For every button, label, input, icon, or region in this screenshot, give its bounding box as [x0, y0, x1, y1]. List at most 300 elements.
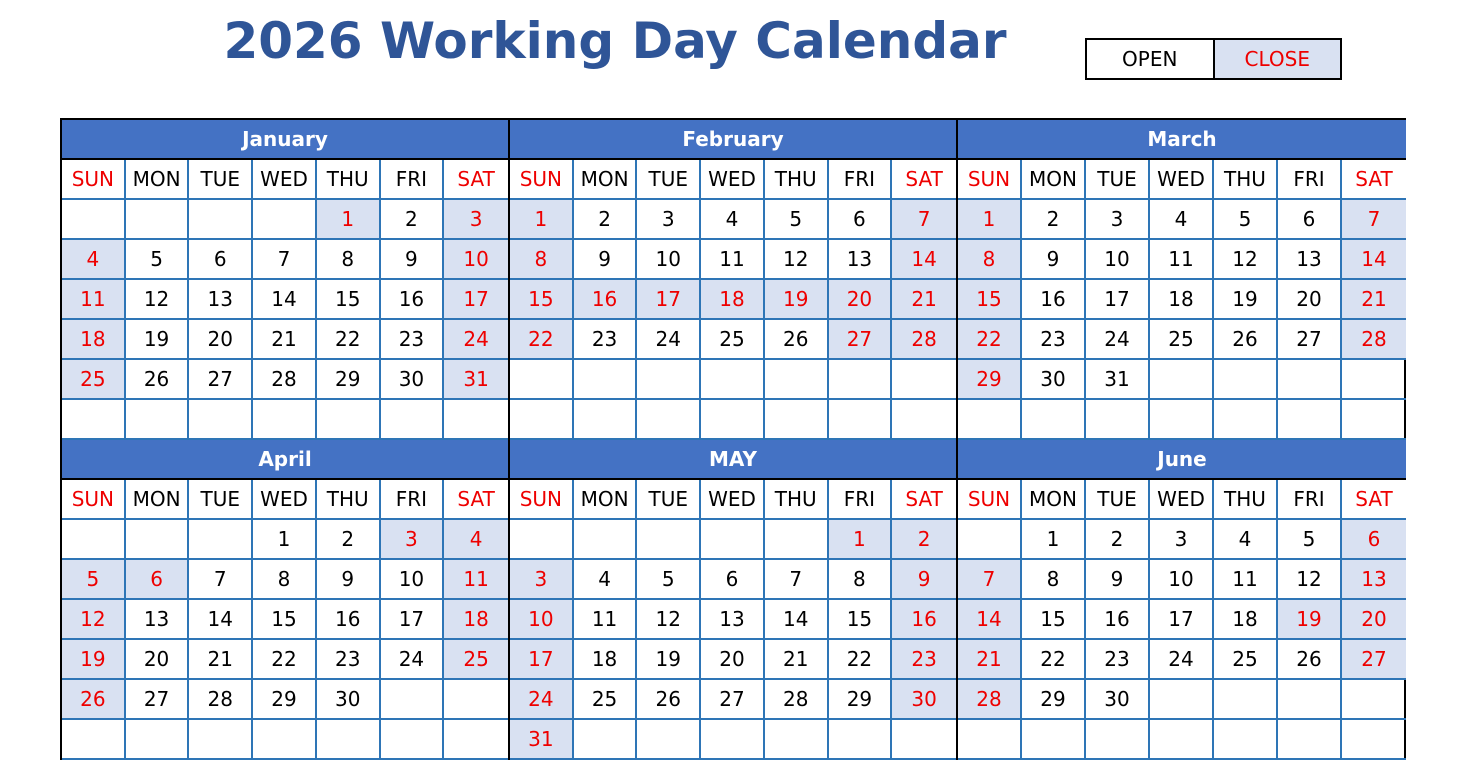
working-day-cell[interactable]: 21 — [765, 640, 829, 680]
closed-day-cell[interactable]: 20 — [829, 280, 893, 320]
working-day-cell[interactable]: 16 — [1022, 280, 1086, 320]
working-day-cell[interactable]: 20 — [1278, 280, 1342, 320]
working-day-cell[interactable]: 24 — [381, 640, 445, 680]
empty-cell — [1342, 680, 1406, 720]
working-day-cell[interactable]: 2 — [1022, 200, 1086, 240]
week-row — [510, 600, 956, 640]
empty-cell — [62, 400, 126, 440]
working-day-cell[interactable]: 17 — [381, 600, 445, 640]
working-day-cell[interactable]: 17 — [1150, 600, 1214, 640]
working-day-cell[interactable]: 16 — [381, 280, 445, 320]
working-day-cell[interactable]: 26 — [765, 320, 829, 360]
open-close-toggle[interactable] — [1085, 38, 1342, 80]
working-day-cell[interactable]: 15 — [317, 280, 381, 320]
day-names-row — [958, 480, 1406, 520]
working-day-cell[interactable]: 30 — [1022, 360, 1086, 400]
closed-day-cell[interactable]: 1 — [829, 520, 893, 560]
empty-cell — [1214, 720, 1278, 760]
working-day-cell[interactable]: 4 — [574, 560, 638, 600]
week-row — [510, 400, 956, 440]
closed-day-cell[interactable]: 11 — [444, 560, 508, 600]
closed-day-cell[interactable]: 16 — [892, 600, 956, 640]
working-day-cell[interactable]: 23 — [1022, 320, 1086, 360]
working-day-cell[interactable]: 25 — [1214, 640, 1278, 680]
working-day-cell[interactable]: 30 — [1086, 680, 1150, 720]
working-day-cell[interactable]: 14 — [765, 600, 829, 640]
empty-cell — [62, 720, 126, 760]
working-day-cell[interactable]: 29 — [829, 680, 893, 720]
day-name: WED — [1150, 480, 1214, 520]
closed-day-cell[interactable]: 11 — [62, 280, 126, 320]
day-name: WED — [1150, 160, 1214, 200]
day-name: SUN — [958, 480, 1022, 520]
closed-day-cell[interactable]: 16 — [574, 280, 638, 320]
working-day-cell[interactable]: 22 — [1022, 640, 1086, 680]
closed-day-cell[interactable]: 14 — [958, 600, 1022, 640]
calendar-grid — [60, 118, 1406, 760]
day-name: WED — [253, 160, 317, 200]
working-day-cell[interactable]: 26 — [1278, 640, 1342, 680]
working-day-cell[interactable]: 13 — [829, 240, 893, 280]
day-name: SAT — [444, 480, 508, 520]
week-row — [958, 360, 1406, 400]
working-day-cell[interactable]: 15 — [829, 600, 893, 640]
working-day-cell[interactable]: 21 — [189, 640, 253, 680]
month-header: February — [510, 120, 956, 160]
closed-day-cell[interactable]: 27 — [1342, 640, 1406, 680]
month-header: April — [62, 440, 508, 480]
working-day-cell[interactable]: 12 — [765, 240, 829, 280]
working-day-cell[interactable]: 15 — [253, 600, 317, 640]
working-day-cell[interactable]: 2 — [381, 200, 445, 240]
closed-day-cell[interactable]: 8 — [958, 240, 1022, 280]
working-day-cell[interactable]: 11 — [1150, 240, 1214, 280]
working-day-cell[interactable]: 9 — [1086, 560, 1150, 600]
empty-cell — [444, 680, 508, 720]
working-day-cell[interactable]: 4 — [1214, 520, 1278, 560]
working-day-cell[interactable]: 2 — [317, 520, 381, 560]
working-day-cell[interactable]: 5 — [1278, 520, 1342, 560]
working-day-cell[interactable]: 23 — [1086, 640, 1150, 680]
closed-day-cell[interactable]: 3 — [444, 200, 508, 240]
closed-day-cell[interactable]: 19 — [1278, 600, 1342, 640]
closed-day-cell[interactable]: 14 — [892, 240, 956, 280]
empty-cell — [189, 720, 253, 760]
working-day-cell[interactable]: 23 — [381, 320, 445, 360]
working-day-cell[interactable]: 30 — [381, 360, 445, 400]
working-day-cell[interactable]: 19 — [637, 640, 701, 680]
empty-cell — [574, 360, 638, 400]
empty-cell — [317, 720, 381, 760]
week-row — [62, 560, 508, 600]
empty-cell — [126, 720, 190, 760]
closed-day-cell[interactable]: 18 — [444, 600, 508, 640]
working-day-cell[interactable]: 13 — [1278, 240, 1342, 280]
closed-day-cell[interactable]: 17 — [444, 280, 508, 320]
empty-cell — [829, 400, 893, 440]
empty-cell — [62, 520, 126, 560]
working-day-cell[interactable]: 26 — [1214, 320, 1278, 360]
day-name: THU — [765, 480, 829, 520]
working-day-cell[interactable]: 28 — [189, 680, 253, 720]
working-day-cell[interactable]: 20 — [701, 640, 765, 680]
working-day-cell[interactable]: 26 — [637, 680, 701, 720]
closed-day-cell[interactable]: 26 — [62, 680, 126, 720]
working-day-cell[interactable]: 26 — [126, 360, 190, 400]
closed-day-cell[interactable]: 18 — [701, 280, 765, 320]
week-row — [62, 360, 508, 400]
empty-cell — [701, 720, 765, 760]
working-day-cell[interactable]: 5 — [1214, 200, 1278, 240]
empty-cell — [574, 520, 638, 560]
closed-day-cell[interactable]: 14 — [1342, 240, 1406, 280]
working-day-cell[interactable]: 7 — [765, 560, 829, 600]
working-day-cell[interactable]: 11 — [574, 600, 638, 640]
week-row — [510, 320, 956, 360]
empty-cell — [381, 400, 445, 440]
empty-cell — [765, 520, 829, 560]
closed-day-cell[interactable]: 7 — [1342, 200, 1406, 240]
closed-day-cell[interactable]: 3 — [381, 520, 445, 560]
working-day-cell[interactable]: 9 — [574, 240, 638, 280]
working-day-cell[interactable]: 5 — [126, 240, 190, 280]
empty-cell — [1086, 400, 1150, 440]
closed-day-cell[interactable]: 2 — [892, 520, 956, 560]
working-day-cell[interactable]: 9 — [1022, 240, 1086, 280]
working-day-cell[interactable]: 8 — [1022, 560, 1086, 600]
week-row — [62, 400, 508, 440]
working-day-cell[interactable]: 21 — [253, 320, 317, 360]
day-name: FRI — [1278, 480, 1342, 520]
month-header: MAY — [510, 440, 956, 480]
working-day-cell[interactable]: 2 — [574, 200, 638, 240]
week-row — [510, 680, 956, 720]
working-day-cell[interactable]: 5 — [765, 200, 829, 240]
working-day-cell[interactable]: 16 — [317, 600, 381, 640]
working-day-cell[interactable]: 3 — [637, 200, 701, 240]
closed-day-cell[interactable]: 9 — [892, 560, 956, 600]
closed-day-cell[interactable]: 6 — [1342, 520, 1406, 560]
working-day-cell[interactable]: 24 — [1086, 320, 1150, 360]
month-march — [958, 120, 1406, 440]
week-row — [958, 680, 1406, 720]
closed-day-cell[interactable]: 21 — [1342, 280, 1406, 320]
empty-cell — [958, 720, 1022, 760]
closed-day-cell[interactable]: 12 — [62, 600, 126, 640]
day-names-row — [958, 160, 1406, 200]
day-name: SUN — [62, 480, 126, 520]
closed-day-cell[interactable]: 17 — [637, 280, 701, 320]
working-day-cell[interactable]: 27 — [126, 680, 190, 720]
working-day-cell[interactable]: 11 — [1214, 560, 1278, 600]
working-day-cell[interactable]: 6 — [829, 200, 893, 240]
day-name: MON — [574, 480, 638, 520]
month-header: March — [958, 120, 1406, 160]
empty-cell — [1278, 400, 1342, 440]
working-day-cell[interactable]: 22 — [317, 320, 381, 360]
empty-cell — [189, 200, 253, 240]
day-name: TUE — [1086, 160, 1150, 200]
working-day-cell[interactable]: 22 — [829, 640, 893, 680]
working-day-cell[interactable]: 22 — [253, 640, 317, 680]
week-row — [510, 720, 956, 760]
working-day-cell[interactable]: 23 — [317, 640, 381, 680]
closed-day-cell[interactable]: 31 — [510, 720, 574, 760]
empty-cell — [701, 360, 765, 400]
day-name: MON — [1022, 160, 1086, 200]
working-day-cell[interactable]: 31 — [1086, 360, 1150, 400]
working-day-cell[interactable]: 24 — [637, 320, 701, 360]
working-day-cell[interactable]: 8 — [829, 560, 893, 600]
working-day-cell[interactable]: 10 — [637, 240, 701, 280]
closed-day-cell[interactable]: 7 — [958, 560, 1022, 600]
working-day-cell[interactable]: 4 — [1150, 200, 1214, 240]
working-day-cell[interactable]: 13 — [126, 600, 190, 640]
day-name: MON — [126, 480, 190, 520]
week-row — [62, 320, 508, 360]
day-name: FRI — [381, 480, 445, 520]
working-day-cell[interactable]: 12 — [1214, 240, 1278, 280]
closed-day-cell[interactable]: 5 — [62, 560, 126, 600]
day-name: THU — [1214, 480, 1278, 520]
empty-cell — [1342, 360, 1406, 400]
working-day-cell[interactable]: 25 — [574, 680, 638, 720]
week-row — [958, 320, 1406, 360]
week-row — [510, 520, 956, 560]
closed-day-cell[interactable]: 19 — [765, 280, 829, 320]
working-day-cell[interactable]: 8 — [253, 560, 317, 600]
week-row — [958, 560, 1406, 600]
closed-day-cell[interactable]: 31 — [444, 360, 508, 400]
closed-day-cell[interactable]: 1 — [510, 200, 574, 240]
closed-day-cell[interactable]: 25 — [444, 640, 508, 680]
closed-day-cell[interactable]: 4 — [62, 240, 126, 280]
closed-day-cell[interactable]: 15 — [510, 280, 574, 320]
working-day-cell[interactable]: 28 — [253, 360, 317, 400]
empty-cell — [765, 720, 829, 760]
day-name: SAT — [1342, 160, 1406, 200]
working-day-cell[interactable]: 1 — [1022, 520, 1086, 560]
working-day-cell[interactable]: 2 — [1086, 520, 1150, 560]
week-row — [510, 640, 956, 680]
week-row — [62, 640, 508, 680]
closed-day-cell[interactable]: 29 — [958, 360, 1022, 400]
working-day-cell[interactable]: 29 — [253, 680, 317, 720]
month-january — [62, 120, 510, 440]
working-day-cell[interactable]: 28 — [765, 680, 829, 720]
empty-cell — [253, 400, 317, 440]
day-name: THU — [1214, 160, 1278, 200]
week-row — [62, 280, 508, 320]
working-day-cell[interactable]: 13 — [701, 600, 765, 640]
month-may — [510, 440, 958, 760]
working-day-cell[interactable]: 24 — [1150, 640, 1214, 680]
closed-day-cell[interactable]: 20 — [1342, 600, 1406, 640]
closed-day-cell[interactable]: 8 — [510, 240, 574, 280]
week-row — [510, 240, 956, 280]
closed-day-cell[interactable]: 28 — [958, 680, 1022, 720]
working-day-cell[interactable]: 18 — [1214, 600, 1278, 640]
empty-cell — [1342, 720, 1406, 760]
day-name: SAT — [892, 480, 956, 520]
week-row — [510, 560, 956, 600]
week-row — [958, 600, 1406, 640]
empty-cell — [765, 360, 829, 400]
empty-cell — [637, 400, 701, 440]
day-name: WED — [701, 480, 765, 520]
closed-day-cell[interactable]: 19 — [62, 640, 126, 680]
working-day-cell[interactable]: 3 — [1150, 520, 1214, 560]
closed-day-cell[interactable]: 27 — [829, 320, 893, 360]
working-day-cell[interactable]: 19 — [126, 320, 190, 360]
day-name: SAT — [444, 160, 508, 200]
day-name: MON — [126, 160, 190, 200]
working-day-cell[interactable]: 18 — [574, 640, 638, 680]
day-name: FRI — [829, 480, 893, 520]
closed-day-cell[interactable]: 18 — [62, 320, 126, 360]
working-day-cell[interactable]: 20 — [126, 640, 190, 680]
working-day-cell[interactable]: 4 — [701, 200, 765, 240]
working-day-cell[interactable]: 29 — [1022, 680, 1086, 720]
closed-day-cell[interactable]: 3 — [510, 560, 574, 600]
working-day-cell[interactable]: 7 — [253, 240, 317, 280]
empty-cell — [62, 200, 126, 240]
day-name: MON — [1022, 480, 1086, 520]
day-names-row — [62, 480, 508, 520]
empty-cell — [381, 680, 445, 720]
working-day-cell[interactable]: 27 — [189, 360, 253, 400]
working-day-cell[interactable]: 25 — [701, 320, 765, 360]
working-day-cell[interactable]: 6 — [701, 560, 765, 600]
working-day-cell[interactable]: 9 — [317, 560, 381, 600]
closed-day-cell[interactable]: 17 — [510, 640, 574, 680]
working-day-cell[interactable]: 25 — [1150, 320, 1214, 360]
closed-day-cell[interactable]: 1 — [317, 200, 381, 240]
working-day-cell[interactable]: 10 — [1150, 560, 1214, 600]
closed-day-cell[interactable]: 24 — [510, 680, 574, 720]
empty-cell — [1214, 680, 1278, 720]
empty-cell — [1278, 680, 1342, 720]
day-name: FRI — [829, 160, 893, 200]
working-day-cell[interactable]: 5 — [637, 560, 701, 600]
week-row — [62, 600, 508, 640]
closed-day-cell[interactable]: 6 — [126, 560, 190, 600]
working-day-cell[interactable]: 14 — [253, 280, 317, 320]
empty-cell — [574, 720, 638, 760]
working-day-cell[interactable]: 18 — [1150, 280, 1214, 320]
closed-day-cell[interactable]: 10 — [510, 600, 574, 640]
working-day-cell[interactable]: 15 — [1022, 600, 1086, 640]
working-day-cell[interactable]: 20 — [189, 320, 253, 360]
closed-day-cell[interactable]: 15 — [958, 280, 1022, 320]
close-button[interactable]: CLOSE — [1215, 40, 1341, 78]
working-day-cell[interactable]: 17 — [1086, 280, 1150, 320]
empty-cell — [829, 720, 893, 760]
empty-cell — [1150, 400, 1214, 440]
working-day-cell[interactable]: 14 — [189, 600, 253, 640]
closed-day-cell[interactable]: 7 — [892, 200, 956, 240]
working-day-cell[interactable]: 10 — [1086, 240, 1150, 280]
month-june — [958, 440, 1406, 760]
closed-day-cell[interactable]: 30 — [892, 680, 956, 720]
working-day-cell[interactable]: 11 — [701, 240, 765, 280]
closed-day-cell[interactable]: 21 — [958, 640, 1022, 680]
day-name: TUE — [637, 160, 701, 200]
week-row — [62, 680, 508, 720]
empty-cell — [701, 400, 765, 440]
empty-cell — [829, 360, 893, 400]
working-day-cell[interactable]: 23 — [574, 320, 638, 360]
empty-cell — [637, 360, 701, 400]
day-name: THU — [317, 160, 381, 200]
closed-day-cell[interactable]: 4 — [444, 520, 508, 560]
working-day-cell[interactable]: 19 — [1214, 280, 1278, 320]
closed-day-cell[interactable]: 28 — [1342, 320, 1406, 360]
working-day-cell[interactable]: 29 — [317, 360, 381, 400]
day-name: MON — [574, 160, 638, 200]
closed-day-cell[interactable]: 22 — [958, 320, 1022, 360]
working-day-cell[interactable]: 3 — [1086, 200, 1150, 240]
empty-cell — [253, 200, 317, 240]
empty-cell — [444, 400, 508, 440]
working-day-cell[interactable]: 10 — [381, 560, 445, 600]
day-name: WED — [253, 480, 317, 520]
working-day-cell[interactable]: 1 — [253, 520, 317, 560]
closed-day-cell[interactable]: 1 — [958, 200, 1022, 240]
closed-day-cell[interactable]: 10 — [444, 240, 508, 280]
working-day-cell[interactable]: 13 — [189, 280, 253, 320]
empty-cell — [1214, 360, 1278, 400]
working-day-cell[interactable]: 12 — [126, 280, 190, 320]
open-button[interactable]: OPEN — [1087, 40, 1215, 78]
working-day-cell[interactable]: 6 — [1278, 200, 1342, 240]
working-day-cell[interactable]: 27 — [1278, 320, 1342, 360]
empty-cell — [1278, 720, 1342, 760]
day-name: SUN — [958, 160, 1022, 200]
day-name: SUN — [510, 160, 574, 200]
empty-cell — [1150, 680, 1214, 720]
empty-cell — [510, 400, 574, 440]
closed-day-cell[interactable]: 28 — [892, 320, 956, 360]
working-day-cell[interactable]: 6 — [189, 240, 253, 280]
closed-day-cell[interactable]: 22 — [510, 320, 574, 360]
working-day-cell[interactable]: 16 — [1086, 600, 1150, 640]
closed-day-cell[interactable]: 21 — [892, 280, 956, 320]
week-row — [958, 720, 1406, 760]
working-day-cell[interactable]: 12 — [637, 600, 701, 640]
empty-cell — [1022, 400, 1086, 440]
day-name: FRI — [381, 160, 445, 200]
week-row — [958, 520, 1406, 560]
closed-day-cell[interactable]: 13 — [1342, 560, 1406, 600]
working-day-cell[interactable]: 8 — [317, 240, 381, 280]
closed-day-cell[interactable]: 24 — [444, 320, 508, 360]
empty-cell — [1086, 720, 1150, 760]
closed-day-cell[interactable]: 25 — [62, 360, 126, 400]
working-day-cell[interactable]: 12 — [1278, 560, 1342, 600]
working-day-cell[interactable]: 9 — [381, 240, 445, 280]
week-row — [510, 200, 956, 240]
working-day-cell[interactable]: 7 — [189, 560, 253, 600]
day-name: THU — [317, 480, 381, 520]
working-day-cell[interactable]: 30 — [317, 680, 381, 720]
day-name: TUE — [1086, 480, 1150, 520]
working-day-cell[interactable]: 27 — [701, 680, 765, 720]
day-name: FRI — [1278, 160, 1342, 200]
empty-cell — [637, 720, 701, 760]
closed-day-cell[interactable]: 23 — [892, 640, 956, 680]
day-name: SAT — [1342, 480, 1406, 520]
